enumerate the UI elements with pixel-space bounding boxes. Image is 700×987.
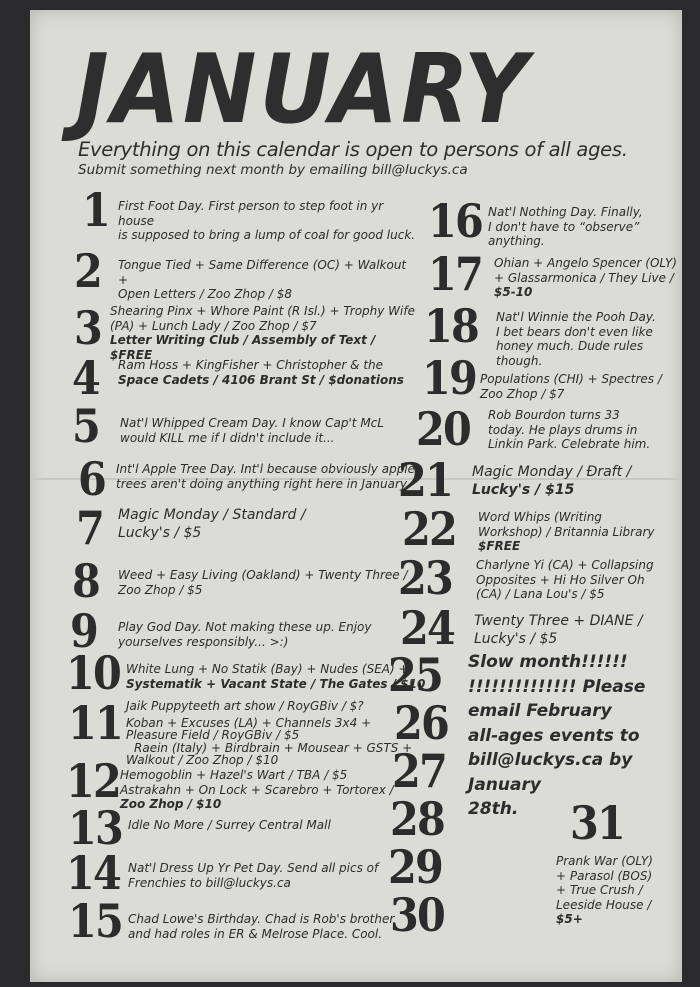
day-event: White Lung + No Statik (Bay) + Nudes (SEA) + Systematik + Vacant State / The Gates / $10	[126, 662, 426, 691]
day-event: Jaik Puppyteeth art show / RoyGBiv / $? Koban + Excuses (LA) + Channels 3x4 + Pleasure Field / RoyGBiv / $5 Raein (Italy) + Birdbrain + Mousear + GSTS + Walkout / Zoo Zhop / $10	[126, 699, 413, 767]
day-event: Charlyne Yi (CA) + Collapsing Opposites + Hi Ho Silver Oh (CA) / Lana Lou's / $5	[476, 558, 654, 601]
day-number: 31	[570, 796, 625, 850]
day-number: 11	[68, 696, 123, 750]
day-event: Magic Monday / Standard / Lucky's / $5	[118, 507, 306, 541]
day-number: 28	[390, 792, 445, 846]
day-event: Idle No More / Surrey Central Mall	[128, 818, 331, 832]
calendar-page	[30, 10, 682, 982]
day-event: Hemogoblin + Hazel's Wart / TBA / $5 Astrakahn + On Lock + Scarebro + Tortorex / Zoo Zhop / $10	[120, 768, 394, 811]
day-number: 18	[424, 299, 479, 353]
day-number: 20	[416, 402, 471, 456]
day-event: Chad Lowe's Birthday. Chad is Rob's brother and had roles in ER & Melrose Place. Cool.	[128, 912, 395, 941]
day-event: Magic Monday / Đraft / Lucky's / $15	[472, 464, 632, 498]
day-event: Shearing Pinx + Whore Paint (R Isl.) + Trophy Wife (PA) + Lunch Lady / Zoo Zhop / $7 Letter Writing Club / Assembly of Text / $FREE	[110, 304, 415, 362]
day-number: 6	[78, 452, 106, 506]
day-number: 29	[388, 840, 443, 894]
day-number: 5	[72, 399, 100, 453]
day-number: 25	[388, 648, 443, 702]
day-number: 27	[392, 744, 447, 798]
day-event: Nat'l Whipped Cream Day. I know Cap't McL would KILL me if I didn't include it...	[120, 416, 384, 445]
slow-month-notice: Slow month!!!!!! !!!!!!!!!!!!!! Please email February all-ages events to bill@luckys.ca by January 28th.	[468, 652, 646, 819]
day-number: 15	[68, 894, 123, 948]
page-subtitle: Everything on this calendar is open to persons of all ages.	[78, 138, 628, 161]
day-number: 9	[70, 604, 98, 658]
day-number: 22	[402, 502, 457, 556]
day-number: 10	[66, 646, 121, 700]
day-number: 12	[66, 754, 121, 808]
day-number: 23	[398, 551, 453, 605]
day-number: 17	[428, 247, 483, 301]
day-number: 8	[72, 554, 100, 608]
day-event: Int'l Apple Tree Day. Int'l because obviously apple trees aren't doing anything right here in January.	[116, 462, 416, 491]
day-number: 7	[76, 501, 104, 555]
day-event: Play God Day. Not making these up. Enjoy yourselves responsibly... >:)	[118, 620, 372, 649]
day-number: 3	[74, 301, 102, 355]
day-number: 14	[66, 846, 121, 900]
day-event: Nat'l Nothing Day. Finally, I don't have to “observe” anything.	[488, 205, 643, 248]
day-number: 30	[390, 888, 445, 942]
day-number: 26	[394, 696, 449, 750]
day-number: 4	[72, 351, 100, 405]
day-number: 19	[422, 351, 477, 405]
day-event: Ram Hoss + KingFisher + Christopher & the Space Cadets / 4106 Brant St / $donations	[118, 358, 404, 387]
submit-note: Submit something next month by emailing bill@luckys.ca	[78, 162, 468, 178]
day-event: Nat'l Dress Up Yr Pet Day. Send all pics of Frenchies to bill@luckys.ca	[128, 861, 379, 890]
day-event: Weed + Easy Living (Oakland) + Twenty Three / Zoo Zhop / $5	[118, 568, 408, 597]
day-event: Ohian + Angelo Spencer (OLY) + Glassarmonica / They Live / $5-10	[494, 256, 677, 299]
day-number: 21	[398, 453, 453, 507]
day-number: 2	[74, 244, 102, 298]
day-event: Rob Bourdon turns 33 today. He plays drums in Linkin Park. Celebrate him.	[488, 408, 651, 451]
day-event: Tongue Tied + Same Difference (OC) + Walkout + Open Letters / Zoo Zhop / $8	[118, 258, 407, 301]
day-number: 24	[400, 601, 455, 655]
day-number: 16	[428, 194, 483, 248]
day-number: 1	[82, 183, 110, 237]
day-number: 13	[68, 801, 123, 855]
day-event: Populations (CHI) + Spectres / Zoo Zhop / $7	[480, 372, 662, 401]
day-event: First Foot Day. First person to step foot in yr house is supposed to bring a lump of coal for good luck.	[118, 199, 416, 242]
day-event: Prank War (OLY) + Parasol (BOS) + True Crush / Leeside House / $5+	[556, 854, 653, 926]
day-event: Twenty Three + DIANE / Lucky's / $5	[474, 613, 643, 647]
day-event: Nat'l Winnie the Pooh Day. I bet bears don't even like honey much. Dude rules though.	[496, 310, 656, 368]
day-event: Word Whips (Writing Workshop) / Britannia Library $FREE	[478, 510, 655, 553]
page-title: JANUARY	[76, 33, 531, 145]
